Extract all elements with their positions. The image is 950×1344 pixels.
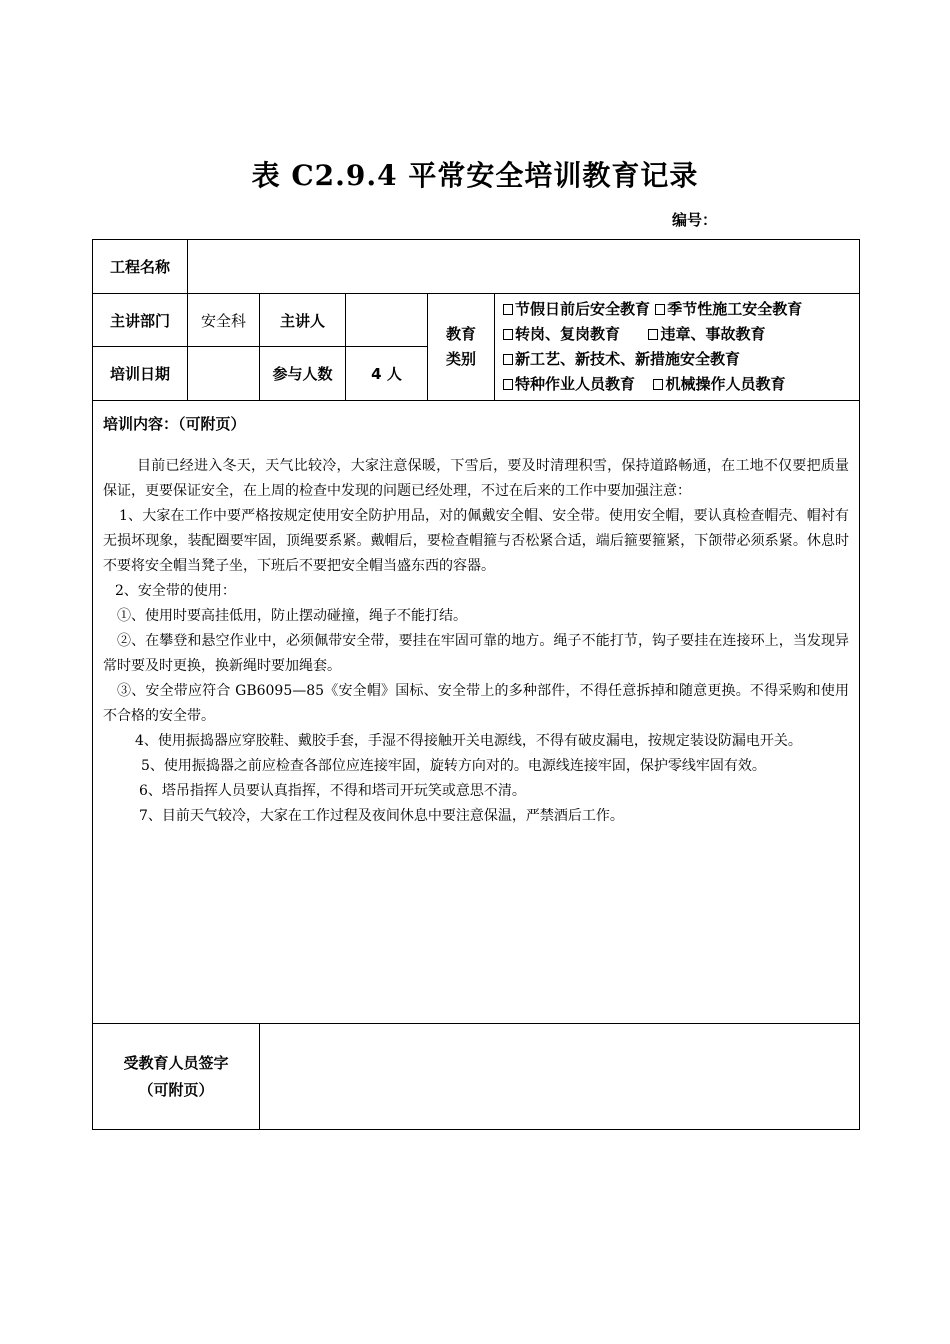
education-category-label	[428, 294, 495, 401]
training-content-section	[93, 401, 860, 1024]
category-new-technology[interactable]: 新工艺、新技术、新措施安全教育	[503, 350, 740, 368]
training-content-heading: 培训内容：（可附页）	[103, 415, 246, 433]
content-paragraph-1: 1、大家在工作中要严格按规定使用安全防护用品，对的佩戴安全帽、安全带。使用安全帽，要认真检查帽壳、帽衬有无损坏现象，装配圈要牢固，顶绳要系紧。戴帽后，要检查帽箍与否松紧合适，端后箍要箍紧，下颌带必须系紧。休息时不要将安全帽当凳子坐，下班后不要把安全帽当盛东西的容器。	[103, 508, 850, 574]
department-field[interactable]: 安全科	[188, 294, 260, 347]
signature-label-line1: 受教育人员签字	[123, 1053, 229, 1072]
signature-label	[93, 1024, 260, 1130]
category-seasonal[interactable]: 季节性施工安全教育	[655, 300, 802, 318]
participants-field[interactable]: 4 人	[346, 347, 428, 401]
category-machine-operation[interactable]: 机械操作人员教育	[653, 375, 785, 393]
category-special-operations[interactable]: 特种作业人员教育	[503, 375, 635, 393]
signature-field[interactable]	[260, 1024, 860, 1130]
record-number-label: 编号：	[672, 211, 718, 229]
speaker-field[interactable]	[346, 294, 428, 347]
content-paragraph-2c: ③、安全带应符合 GB6095—85《安全帽》国标、安全带上的多种部件，不得任意拆掉和随意更换。不得采购和使用不合格的安全带。	[103, 683, 850, 724]
content-paragraph-intro: 目前已经进入冬天，天气比较冷，大家注意保暖，下雪后，要及时清理积雪，保持道路畅通，在工地不仅要把质量保证，更要保证安全，在上周的检查中发现的问题已经处理，不过在后来的工作中要加强注意：	[103, 458, 850, 499]
signature-label-line2: （可附页）	[138, 1080, 214, 1099]
content-paragraph-2a: ①、使用时要高挂低用，防止摆动碰撞，绳子不能打结。	[117, 608, 467, 624]
department-label: 主讲部门	[93, 294, 188, 347]
content-paragraph-4: 4、使用振捣器应穿胶鞋、戴胶手套，手湿不得接触开关电源线，不得有破皮漏电，按规定装设防漏电开关。	[135, 733, 802, 749]
content-paragraph-5: 5、使用振捣器之前应检查各部位应连接牢固，旋转方向对的。电源线连接牢固，保护零线牢固有效。	[141, 758, 766, 774]
content-paragraph-7: 7、目前天气较冷，大家在工作过程及夜间休息中要注意保温，严禁酒后工作。	[139, 808, 624, 824]
speaker-label: 主讲人	[260, 294, 346, 347]
project-name-label: 工程名称	[93, 240, 188, 294]
category-job-transfer[interactable]: 转岗、复岗教育	[503, 325, 620, 343]
content-paragraph-2: 2、安全带的使用：	[115, 583, 236, 599]
participants-label: 参与人数	[260, 347, 346, 401]
checkbox-icon[interactable]	[503, 329, 513, 340]
checkbox-icon[interactable]	[503, 304, 513, 315]
checkbox-icon[interactable]	[648, 329, 658, 340]
category-holiday[interactable]: 节假日前后安全教育	[503, 300, 650, 318]
checkbox-icon[interactable]	[653, 379, 663, 390]
training-date-field[interactable]	[188, 347, 260, 401]
category-violation[interactable]: 违章、事故教育	[648, 325, 765, 343]
project-name-field[interactable]	[188, 240, 860, 294]
education-category-label-line2: 类别	[445, 350, 476, 368]
page-title: 表 C2.9.4 平常安全培训教育记录	[251, 159, 699, 192]
training-record-table	[92, 239, 860, 1130]
content-paragraph-6: 6、塔吊指挥人员要认真指挥，不得和塔司开玩笑或意思不清。	[139, 783, 526, 799]
checkbox-icon[interactable]	[503, 354, 513, 365]
checkbox-icon[interactable]	[503, 379, 513, 390]
content-paragraph-2b: ②、在攀登和悬空作业中，必须佩带安全带，要挂在牢固可靠的地方。绳子不能打节，钩子要挂在连接环上，当发现异常时要及时更换，换新绳时要加绳套。	[103, 633, 850, 674]
training-date-label: 培训日期	[93, 347, 188, 401]
education-category-options	[495, 294, 860, 401]
checkbox-icon[interactable]	[655, 304, 665, 315]
education-category-label-line1: 教育	[445, 325, 476, 343]
